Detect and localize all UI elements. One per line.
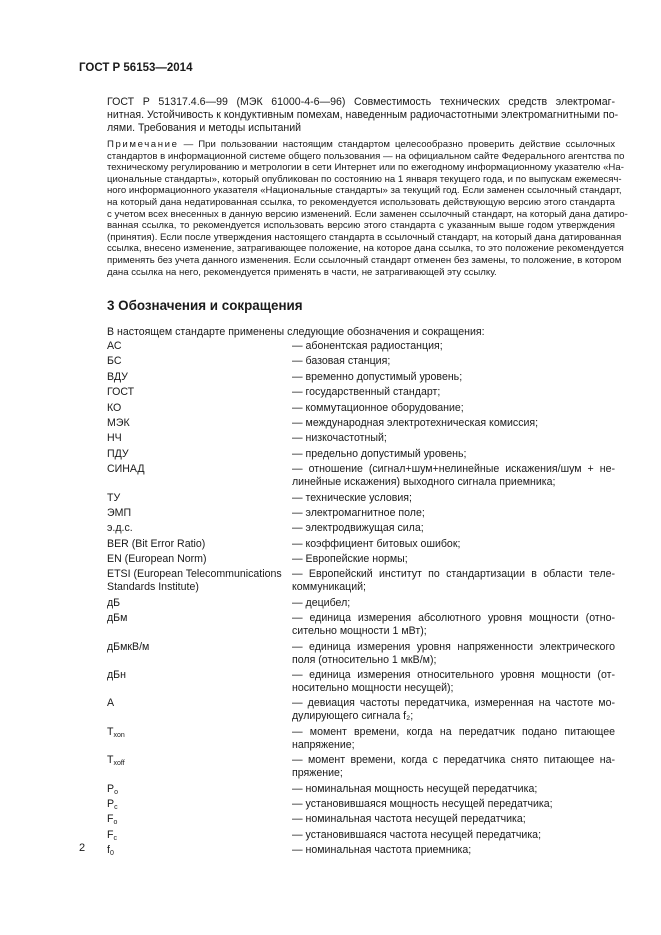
- abbreviation-definition: [292, 448, 615, 461]
- abbreviation-definition: [292, 829, 615, 842]
- section-title: 3 Обозначения и сокращения: [107, 298, 303, 313]
- abbreviation-term: дБн: [107, 669, 126, 682]
- abbreviation-term: АС: [107, 340, 122, 352]
- abbreviation-row: [107, 463, 615, 489]
- abbreviation-term: дБ: [107, 596, 121, 609]
- definition-line: — установившаяся частота несущей передатчика;: [292, 828, 542, 841]
- note-line: с учетом всех внесенных в данную версию изменений. Если заменен ссылочный стандарт, на который дана датиро-: [107, 208, 628, 220]
- definition-line: напряжение;: [292, 738, 355, 751]
- note-text: — При пользовании настоящим стандартом целесообразно проверить действие ссылочных: [178, 139, 615, 150]
- abbreviation-term: МЭК: [107, 416, 130, 429]
- abbreviation-row: [107, 568, 615, 594]
- definition-line: — единица измерения уровня напряженности электрического: [292, 640, 615, 653]
- abbreviation-definition: [292, 754, 615, 780]
- paragraph-line: ГОСТ Р 51317.4.6—99 (МЭК 61000-4-6—96) Совместимость технических средств электромаг-: [107, 96, 615, 108]
- abbreviation-definition: [292, 612, 615, 638]
- definition-line: — низкочастотный;: [292, 432, 387, 445]
- definition-line: — единица измерения относительного уровня мощности (от-: [292, 669, 615, 682]
- definition-line: носительно мощности несущей);: [292, 682, 454, 695]
- definition-line: — базовая станция;: [292, 355, 391, 368]
- note-line: ссылка, внесено изменение, затрагивающее положение, на которое дана ссылка, то это положение рекомендуется: [107, 243, 624, 255]
- note-line: дана ссылка на него, рекомендуется применять в части, не затрагивающей эту ссылку.: [107, 266, 497, 278]
- abbreviation-definition: [292, 386, 615, 399]
- definition-line: — установившаяся мощность несущей передатчика;: [292, 797, 553, 810]
- abbreviation-row: [107, 597, 615, 610]
- abbreviation-definition: [292, 522, 615, 535]
- abbreviation-term: ЭМП: [107, 506, 132, 519]
- abbreviation-term: СИНАД: [107, 463, 145, 476]
- abbreviation-term: ПДУ: [107, 447, 129, 460]
- abbreviation-definition: [292, 568, 615, 594]
- definition-line: — государственный стандарт;: [292, 386, 441, 399]
- abbreviation-row: [107, 798, 615, 811]
- definition-line: — электродвижущая сила;: [292, 522, 424, 535]
- abbreviation-term: $F_о$: [107, 813, 118, 827]
- abbreviation-term: A: [107, 697, 115, 710]
- abbreviation-row: [107, 783, 615, 796]
- abbreviation-row: [107, 355, 615, 368]
- definition-line: сительно мощности 1 мВт);: [292, 625, 427, 638]
- definition-line: — Европейские нормы;: [292, 553, 408, 566]
- abbreviation-row: [107, 522, 615, 535]
- abbreviation-row: [107, 669, 615, 695]
- abbreviation-row: [107, 340, 615, 353]
- abbreviation-definition: [292, 507, 615, 520]
- abbreviation-row: [107, 448, 615, 461]
- abbreviation-definition: [292, 371, 615, 384]
- abbreviation-definition: [292, 798, 615, 811]
- definition-line: — единица измерения абсолютного уровня мощности (отно-: [292, 612, 615, 625]
- abbreviation-term: ETSI (European Telecommunications Standards Institute): [107, 568, 282, 594]
- abbreviation-row: [107, 386, 615, 399]
- abbreviation-definition: [292, 697, 615, 723]
- paragraph-line: нитная. Устойчивость к кондуктивным помехам, наведенным радиочастотными электромагнитными по-: [107, 109, 619, 122]
- abbreviation-definition: [292, 844, 615, 857]
- page-number: 2: [79, 842, 86, 854]
- abbreviation-term: БС: [107, 355, 122, 368]
- abbreviation-definition: [292, 553, 615, 566]
- note-line: стандартов в информационной системе общего пользования — на официальном сайте Федерального агентства по: [107, 150, 625, 162]
- abbreviation-term: $T_{xon}$: [107, 725, 125, 739]
- abbreviation-term: $F_c$: [107, 828, 117, 842]
- abbreviation-term: $f_0$: [107, 844, 114, 858]
- abbreviation-term: э.д.с.: [107, 522, 133, 535]
- definition-line: — момент времени, когда с передатчика снято питающее на-: [292, 754, 615, 767]
- note-line: ного информационного указателя «Национальные стандарты» за текущий год. Если заменен ссылочный стандарт,: [107, 185, 622, 197]
- abbreviation-row: [107, 813, 615, 826]
- abbreviation-definition: [292, 813, 615, 826]
- abbreviation-row: [107, 612, 615, 638]
- abbreviation-definition: [292, 463, 615, 489]
- definition-line: — электромагнитное поле;: [292, 506, 425, 519]
- definition-line: — абонентская радиостанция;: [292, 340, 443, 352]
- abbreviation-row: [107, 754, 615, 780]
- abbreviation-row: [107, 641, 615, 667]
- note-line: ванная ссылка, то рекомендуется использовать версию этого стандарта с указанным выше годом утверждения: [107, 220, 615, 232]
- abbreviation-term: $T_{xoff}$: [107, 754, 125, 768]
- abbreviation-definition: [292, 641, 615, 667]
- abbreviation-row: [107, 371, 615, 384]
- abbreviation-term: ВДУ: [107, 370, 128, 383]
- definition-line: поля (относительно 1 мкВ/м);: [292, 653, 437, 666]
- abbreviation-row: [107, 553, 615, 566]
- definition-line: — Европейский институт по стандартизации в области теле-: [292, 568, 615, 581]
- abbreviation-definition: [292, 597, 615, 610]
- definition-line: — децибел;: [292, 596, 351, 609]
- abbreviation-term: EN (European Norm): [107, 553, 207, 566]
- abbreviation-definition: [292, 432, 615, 445]
- definition-line: — момент времени, когда на передатчик подано питающее: [292, 725, 615, 738]
- abbreviation-row: [107, 726, 615, 752]
- document-header: ГОСТ Р 56153—2014: [79, 62, 193, 74]
- note-line: на который дана недатированная ссылка, то рекомендуется использовать действующую версию этого стандарта: [107, 196, 615, 208]
- abbreviation-term: дБмкВ/м: [107, 640, 150, 653]
- abbreviation-term: КО: [107, 401, 122, 414]
- abbreviation-definition: [292, 538, 615, 551]
- definition-line: коммуникаций;: [292, 581, 367, 594]
- note-line: циональные стандарты», который опубликован по состоянию на 1 января текущего года, и по выпускам ежемесяч-: [107, 173, 622, 185]
- section-intro: В настоящем стандарте применены следующие обозначения и сокращения:: [107, 326, 485, 338]
- abbreviation-row: [107, 492, 615, 505]
- abbreviation-row: [107, 507, 615, 520]
- abbreviation-row: [107, 844, 615, 857]
- abbreviation-list: [107, 340, 615, 860]
- definition-line: — коммутационное оборудование;: [292, 401, 464, 414]
- abbreviation-definition: [292, 402, 615, 415]
- definition-line: — временно допустимый уровень;: [292, 370, 463, 383]
- definition-line: пряжение;: [292, 767, 343, 780]
- definition-line: — предельно допустимый уровень;: [292, 447, 467, 460]
- definition-line: — номинальная частота приемника;: [292, 844, 472, 857]
- definition-line: линейные искажения) выходного сигнала приемника;: [292, 476, 556, 489]
- definition-line: — девиация частоты передатчика, измеренная на частоте мо-: [292, 697, 615, 710]
- abbreviation-definition: [292, 492, 615, 505]
- note-line: техническому регулированию и метрологии в сети Интернет или по ежегодному информационному указателю «На-: [107, 162, 624, 174]
- abbreviation-definition: [292, 340, 615, 353]
- abbreviation-definition: [292, 669, 615, 695]
- note-block: [107, 139, 628, 278]
- abbreviation-term: дБм: [107, 612, 128, 625]
- definition-line: — отношение (сигнал+шум+нелинейные искажения/шум + не-: [292, 463, 615, 476]
- definition-line: — технические условия;: [292, 491, 412, 504]
- definition-line: — международная электротехническая комиссия;: [292, 416, 539, 429]
- abbreviation-definition: [292, 417, 615, 430]
- definition-line: дулирующего сигнала f₂;: [292, 710, 414, 723]
- abbreviation-row: [107, 829, 615, 842]
- abbreviation-definition: [292, 783, 615, 796]
- abbreviation-row: [107, 432, 615, 445]
- abbreviation-row: [107, 538, 615, 551]
- reference-paragraph: [107, 96, 619, 136]
- abbreviation-term: ГОСТ: [107, 386, 135, 399]
- abbreviation-term: НЧ: [107, 432, 122, 445]
- note-line: (принятия). Если после утверждения настоящего стандарта в ссылочный стандарт, на который дана датированная: [107, 231, 622, 243]
- definition-line: — номинальная мощность несущей передатчика;: [292, 782, 538, 795]
- abbreviation-term: $P_с$: [107, 797, 118, 811]
- abbreviation-row: [107, 402, 615, 415]
- note-label: Примечание: [107, 139, 179, 150]
- definition-line: — коэффициент битовых ошибок;: [292, 537, 461, 550]
- abbreviation-term: BER (Bit Error Ratio): [107, 537, 206, 550]
- abbreviation-definition: [292, 355, 615, 368]
- definition-line: — номинальная частота несущей передатчика;: [292, 813, 526, 826]
- abbreviation-row: [107, 417, 615, 430]
- paragraph-line: лями. Требования и методы испытаний: [107, 122, 302, 135]
- abbreviation-row: [107, 697, 615, 723]
- abbreviation-term: $P_о$: [107, 782, 118, 796]
- abbreviation-term: ТУ: [107, 491, 121, 504]
- note-line: применять без учета данного изменения. Если ссылочный стандарт отменен без замены, то положение, в котором: [107, 254, 622, 266]
- note-first-line: [107, 139, 615, 151]
- abbreviation-definition: [292, 726, 615, 752]
